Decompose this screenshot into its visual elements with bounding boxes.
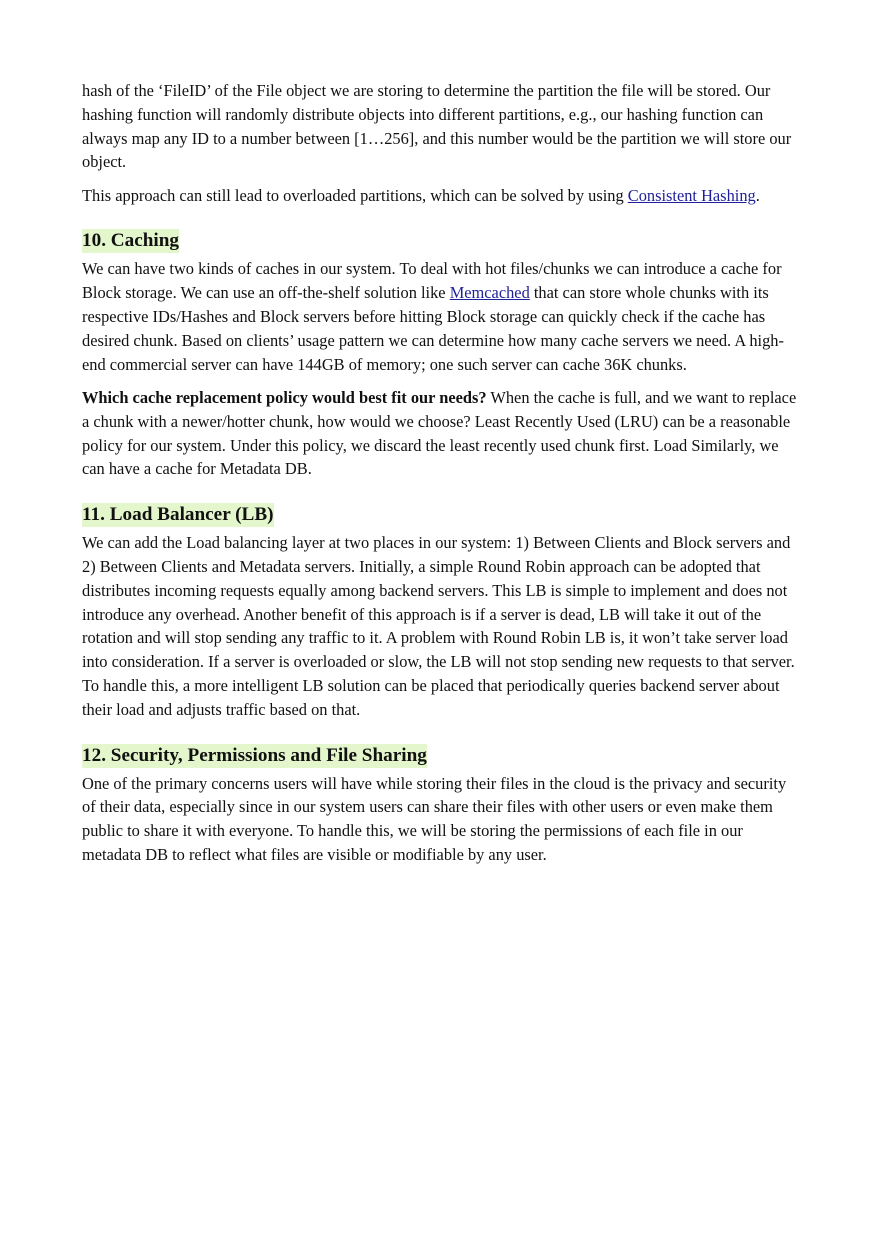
- memcached-link[interactable]: Memcached: [449, 283, 530, 303]
- load-balancer-paragraph: We can add the Load balancing layer at two places in our system: 1) Between Clients and Block servers and 2) Between Clients and Metadata servers. Initially, a simple Round Robin approach can be adopted that distributes incoming requests equally among backend servers. This LB is simple to implement and does not introduce any overhead. Another benefit of this approach is if a server is dead, LB will take it out of the rotation and will stop sending any traffic to it. A problem with Round Robin LB is, it won’t take server load into consideration. If a server is overloaded or slow, the LB will not stop sending new requests to that server. To handle this, a more intelligent LB solution can be placed that periodically queries backend server about their load and adjusts traffic based on that.: [82, 533, 795, 719]
- caching-heading: [82, 228, 802, 254]
- security-heading-text: 12. Security, Permissions and File Sharing: [82, 744, 427, 766]
- consistent-hashing-link[interactable]: Consistent Hashing: [627, 185, 756, 205]
- caching-paragraph-2: [82, 386, 802, 481]
- intro-paragraph-2-text: This approach can still lead to overloaded partitions, which can be solved by using: [82, 185, 628, 205]
- security-heading: [82, 743, 802, 769]
- caching-paragraph-2-rest: When the cache is full, and we want to replace a chunk with a newer/hotter chunk, how would we choose? Least Recently Used (LRU) can be a reasonable policy for our system. Under this policy, we discard the least recently used chunk first. Load Similarly, we can have a cache for Metadata DB.: [82, 387, 797, 479]
- caching-heading-text: 10. Caching: [82, 230, 180, 252]
- security-paragraph: One of the primary concerns users will have while storing their files in the cloud is the privacy and security of their data, especially since in our system users can share their files with other users or even make them public to share it with everyone. To handle this, we will be storing the permissions of each file in our metadata DB to reflect what files are visible or modifiable by any user.: [82, 773, 787, 864]
- caching-paragraph-1-end: that can store whole chunks with its respective IDs/Hashes and Block servers before hitting Block storage can quickly check if the cache has desired chunk. Based on clients’ usage pattern we can determine how many cache servers we need. A high-end commercial server can have 144GB of memory; one such server can cache 36K chunks.: [82, 283, 784, 374]
- caching-paragraph-1: [82, 257, 802, 376]
- load-balancer-heading-text: 11. Load Balancer (LB): [82, 504, 274, 526]
- caching-paragraph-1-start: We can have two kinds of caches in our system. To deal with hot files/chunks we can introduce a cache for Block storage. We can use an off-the-shelf solution like: [82, 259, 782, 303]
- intro-paragraph-2-end: .: [755, 185, 760, 205]
- intro-paragraph-2: [82, 184, 802, 208]
- intro-paragraph-1: hash of the ‘FileID’ of the File object we are storing to determine the partition the file will be stored. Our hashing function will randomly distribute objects into different partitions, e.g., our hashing function can always map any ID to a number between [1…256], and this number would be the partition we will store our object.: [82, 81, 792, 172]
- load-balancer-heading: [82, 502, 802, 528]
- document-page: [82, 79, 802, 876]
- cache-policy-question: Which cache replacement policy would best fit our needs?: [82, 387, 487, 407]
